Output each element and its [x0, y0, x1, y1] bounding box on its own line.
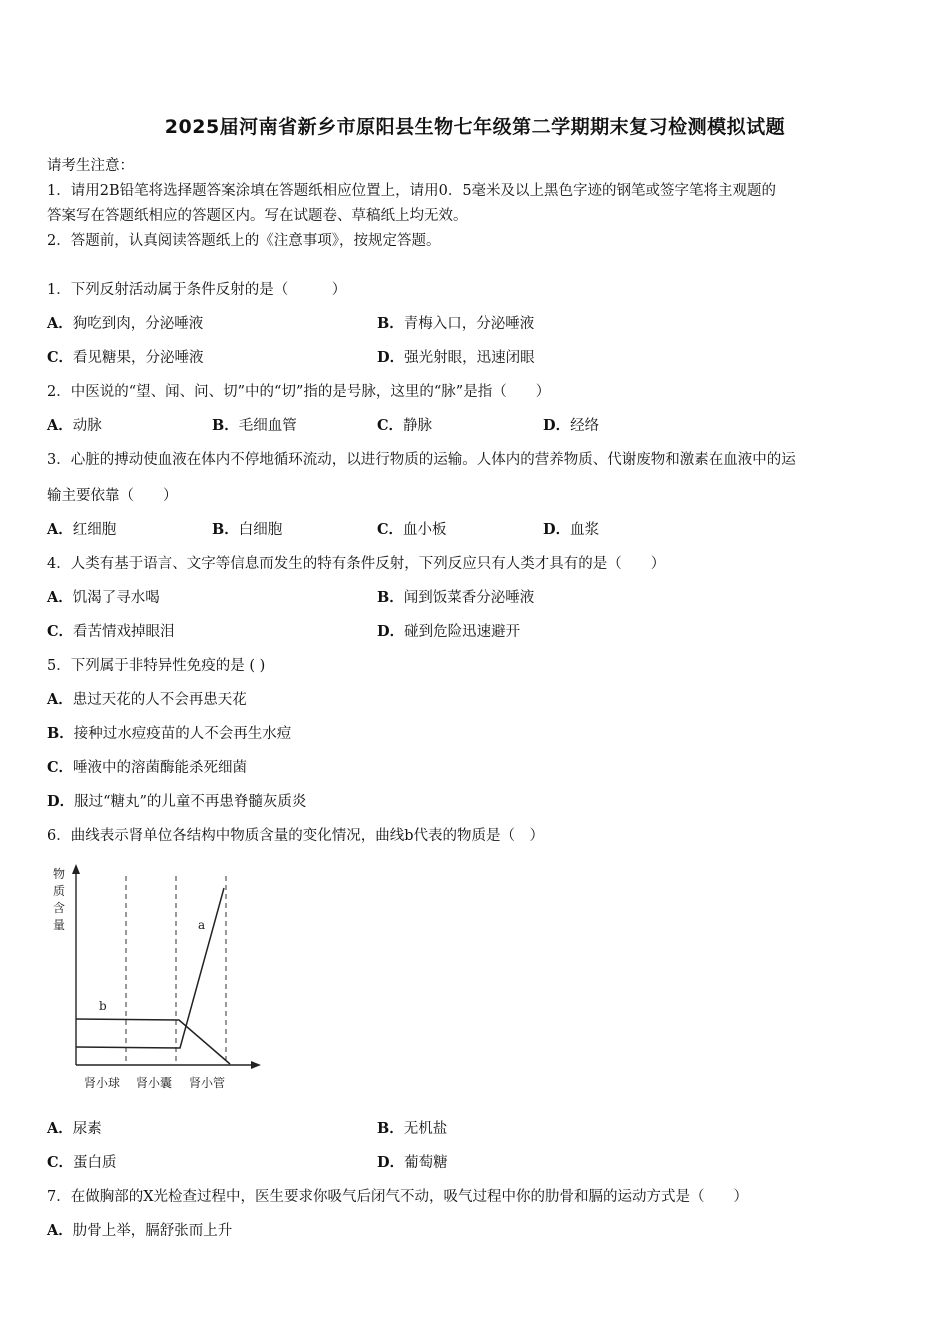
q3-option-d[interactable] [543, 518, 599, 539]
option-key: A． [47, 691, 73, 708]
q3-option-a[interactable] [47, 518, 116, 539]
question-7-stem: 7．在做胸部的X光检查过程中，医生要求你吸气后闭气不动，吸气过程中你的肋骨和膈的运动方式是（ ） [47, 1189, 749, 1205]
option-key: B． [377, 1120, 404, 1137]
q1-option-c[interactable] [47, 346, 204, 367]
q3-option-c[interactable] [377, 518, 447, 539]
q2-option-c[interactable] [377, 414, 432, 435]
option-text: 毛细血管 [238, 418, 297, 434]
option-key: B． [377, 315, 404, 332]
option-key: C． [47, 623, 74, 640]
option-text: 红细胞 [72, 522, 117, 538]
option-text: 碰到危险迅速避开 [404, 624, 521, 640]
q2-option-d[interactable] [543, 414, 599, 435]
q2-option-a[interactable] [47, 414, 102, 435]
y-axis-label-char: 物 [53, 867, 66, 881]
option-text: 接种过水痘疫苗的人不会再生水痘 [73, 726, 292, 742]
option-text: 狗吃到肉，分泌唾液 [72, 316, 204, 332]
x-label-bowman-capsule: 肾小囊 [136, 1076, 173, 1090]
option-key: C． [47, 759, 74, 776]
option-key: A． [47, 315, 73, 332]
page-title: 2025届河南省新乡市原阳县生物七年级第二学期期末复习检测模拟试题 [164, 116, 786, 138]
option-text: 强光射眼，迅速闭眼 [404, 350, 535, 366]
option-text: 唾液中的溶菌酶能杀死细菌 [73, 760, 248, 776]
option-text: 血小板 [403, 522, 447, 538]
q5-option-c[interactable] [47, 756, 247, 777]
question-4-stem: 4．人类有基于语言、文字等信息而发生的特有条件反射，下列反应只有人类才具有的是（ ） [47, 556, 666, 572]
q4-option-b[interactable] [377, 586, 534, 607]
option-key: A． [47, 1120, 73, 1137]
option-key: A． [47, 417, 73, 434]
option-key: D． [543, 521, 571, 538]
option-key: B． [377, 589, 404, 606]
q4-option-c[interactable] [47, 620, 175, 641]
option-key: D． [543, 417, 571, 434]
q6-option-b[interactable] [377, 1117, 447, 1138]
q6-option-c[interactable] [47, 1151, 117, 1172]
option-text: 无机盐 [403, 1121, 448, 1137]
option-key: C． [47, 349, 74, 366]
notice-heading: 请考生注意： [47, 158, 134, 174]
x-label-glomerulus: 肾小球 [84, 1076, 121, 1090]
q2-option-b[interactable] [212, 414, 297, 435]
option-key: C． [377, 417, 404, 434]
option-key: B． [212, 417, 239, 434]
option-text: 葡萄糖 [404, 1155, 448, 1171]
question-5-stem: 5．下列属于非特异性免疫的是 ( ) [47, 658, 266, 674]
q5-option-a[interactable] [47, 688, 247, 709]
option-key: B． [47, 725, 74, 742]
q5-option-b[interactable] [47, 722, 291, 743]
q6-option-a[interactable] [47, 1117, 102, 1138]
option-key: B． [212, 521, 239, 538]
option-key: D． [47, 793, 75, 810]
nephron-substance-chart [44, 858, 274, 1100]
q4-option-d[interactable] [377, 620, 520, 641]
option-key: C． [47, 1154, 74, 1171]
option-key: A． [47, 1222, 73, 1239]
q6-option-d[interactable] [377, 1151, 448, 1172]
option-text: 肋骨上举，膈舒张而上升 [72, 1223, 233, 1239]
q7-option-a[interactable] [47, 1219, 232, 1240]
question-3-stem-cont: 输主要依靠（ ） [47, 488, 178, 504]
q1-option-d[interactable] [377, 346, 535, 367]
x-axis-arrow [251, 1061, 261, 1069]
option-key: A． [47, 521, 73, 538]
option-key: D． [377, 623, 405, 640]
option-key: D． [377, 349, 405, 366]
option-text: 尿素 [72, 1121, 102, 1137]
option-text: 静脉 [403, 418, 433, 434]
q5-option-d[interactable] [47, 790, 306, 811]
option-text: 白细胞 [238, 522, 283, 538]
option-text: 血浆 [570, 522, 600, 538]
option-text: 饥渴了寻水喝 [72, 590, 160, 606]
option-text: 青梅入口，分泌唾液 [403, 316, 535, 332]
option-key: A． [47, 589, 73, 606]
option-text: 患过天花的人不会再患天花 [72, 692, 247, 708]
option-text: 动脉 [72, 418, 102, 434]
question-3-stem: 3．心脏的搏动使血液在体内不停地循环流动，以进行物质的运输。人体内的营养物质、代谢废物和激素在血液中的运 [47, 452, 796, 468]
curve-b-label: b [99, 999, 107, 1013]
x-label-renal-tubule: 肾小管 [189, 1076, 226, 1090]
option-text: 看苦情戏掉眼泪 [73, 624, 175, 640]
y-axis-arrow [72, 864, 80, 874]
q1-option-b[interactable] [377, 312, 534, 333]
notice-item-1-cont: 答案写在答题纸相应的答题区内。写在试题卷、草稿纸上均无效。 [47, 208, 468, 224]
question-6-stem: 6．曲线表示肾单位各结构中物质含量的变化情况，曲线b代表的物质是（ ） [47, 828, 545, 844]
curve-a [76, 888, 224, 1048]
q1-option-a[interactable] [47, 312, 203, 333]
curve-a-label: a [198, 918, 206, 932]
option-key: C． [377, 521, 404, 538]
y-axis-label-char: 含 [53, 901, 66, 915]
notice-item-2: 2．答题前，认真阅读答题纸上的《注意事项》，按规定答题。 [47, 233, 441, 249]
question-2-stem: 2．中医说的“望、闻、问、切”中的“切”指的是号脉，这里的“脉”是指（ ） [47, 384, 551, 400]
option-text: 蛋白质 [73, 1155, 117, 1171]
q3-option-b[interactable] [212, 518, 282, 539]
y-axis-label-char: 量 [53, 918, 66, 932]
option-text: 服过“糖丸”的儿童不再患脊髓灰质炎 [74, 794, 307, 810]
y-axis-label-char: 质 [53, 884, 66, 898]
option-key: D． [377, 1154, 405, 1171]
option-text: 闻到饭菜香分泌唾液 [403, 590, 535, 606]
option-text: 经络 [570, 418, 600, 434]
question-1-stem: 1．下列反射活动属于条件反射的是（ ） [47, 282, 347, 298]
notice-item-1: 1．请用2B铅笔将选择题答案涂填在答题纸相应位置上，请用0．5毫米及以上黑色字迹的钢笔或签字笔将主观题的 [47, 183, 777, 199]
curve-b [76, 1019, 230, 1064]
option-text: 看见糖果，分泌唾液 [73, 350, 204, 366]
q4-option-a[interactable] [47, 586, 160, 607]
